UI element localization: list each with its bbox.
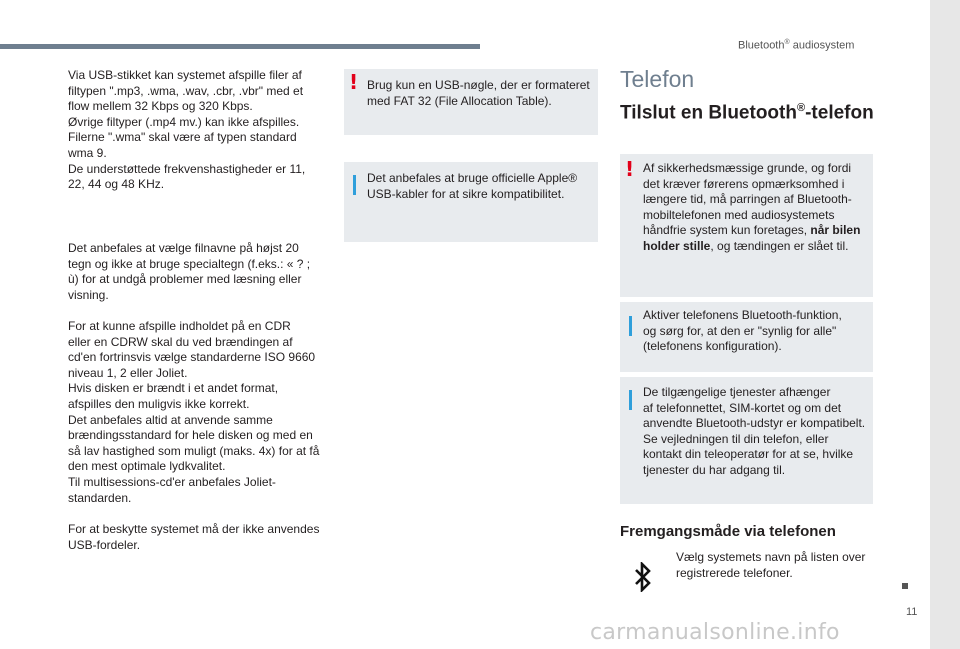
usb-warning-box [344, 69, 598, 135]
left-column [68, 68, 338, 193]
safety-warning-text: Af sikkerhedsmæssige grunde, og fordi det kræver førerens opmærksomhed i længere tid, må parringen af Bluetooth- mobiltelefonen med audiosystemets håndfrie system kun foretages, når bilen holder stille, og tændingen er slået til. [643, 161, 861, 253]
apple-info-text: Det anbefales at bruge officielle Apple® USB-kabler for at sikre kompatibilitet. [367, 171, 578, 201]
cd-burning-paragraph: For at kunne afspille indholdet på en CDR eller en CDRW skal du ved brændingen af cd'en fortrinsvis vælge standarderne ISO 9660 niveau 1, 2 eller Joliet. Hvis disken er brændt i et andet format, afspilles den muligvis ikke korrekt. Det anbefales altid at anvende samme brændingsstandard for hele disken og med en så lav hastighed som muligt (maks. 4x) for at få den mest optimale lydkvalitet. Til multisessions-cd'er anbefales Joliet- standarden. [68, 319, 320, 505]
section-title: Telefon [620, 66, 695, 92]
services-info-text: De tilgængelige tjenester afhænger af telefonnettet, SIM-kortet og om det anvendte Bluetooth-udstyr er kompatibelt. Se vejledningen til din telefon, eller kontakt din teleoperatør for at se, hvilke tjenester du har adgang til. [643, 385, 866, 477]
warning-icon: ! [625, 157, 635, 181]
apple-info-box [344, 162, 598, 242]
left-column-usb-hub [68, 522, 338, 553]
info-icon [629, 390, 632, 410]
page-number: 11 [906, 606, 918, 618]
filename-paragraph: Det anbefales at vælge filnavne på højst 20 tegn og ikke at bruge specialtegn (f.eks.: « ? ; ù) for at undgå problemer med læsning eller visning. [68, 241, 311, 302]
info-icon [629, 316, 632, 336]
services-info-box [620, 377, 873, 504]
section-header: Bluetooth® audiosystem [738, 39, 855, 52]
activate-info-box [620, 302, 873, 372]
activate-info-text: Aktiver telefonens Bluetooth-funktion, og sørg for, at den er "synlig for alle" (telefonens konfiguration). [643, 308, 842, 354]
safety-warning-box [620, 154, 873, 297]
usb-hub-paragraph: For at beskytte systemet må der ikke anvendes USB-fordeler. [68, 522, 320, 552]
bluetooth-icon [632, 562, 654, 592]
page-side-tab [930, 0, 960, 649]
header-rule [0, 44, 480, 49]
usb-formats-paragraph: Via USB-stikket kan systemet afspille filer af filtypen ".mp3, .wma, .wav, .cbr, .vbr" med et flow mellem 32 Kbps og 320 Kbps. Øvrige filtyper (.mp4 mv.) kan ikke afspilles. Filerne ".wma" skal være af typen standard wma 9. De understøttede frekvenshastigheder er 11, 22, 44 og 48 KHz. [68, 68, 306, 192]
usb-warning-text: Brug kun en USB-nøgle, der er formateret med FAT 32 (File Allocation Table). [367, 78, 590, 108]
procedure-heading: Fremgangsmåde via telefonen [620, 523, 836, 540]
left-column-cd [68, 319, 338, 506]
warning-icon: ! [349, 70, 359, 94]
left-column-filenames [68, 241, 338, 303]
watermark: carmanualsonline.info [590, 620, 840, 645]
connect-heading: Tilslut en Bluetooth®-telefon [620, 102, 874, 124]
page-end-marker [902, 583, 908, 589]
info-icon [353, 175, 356, 195]
procedure-step-text: Vælg systemets navn på listen over registrerede telefoner. [676, 550, 866, 580]
